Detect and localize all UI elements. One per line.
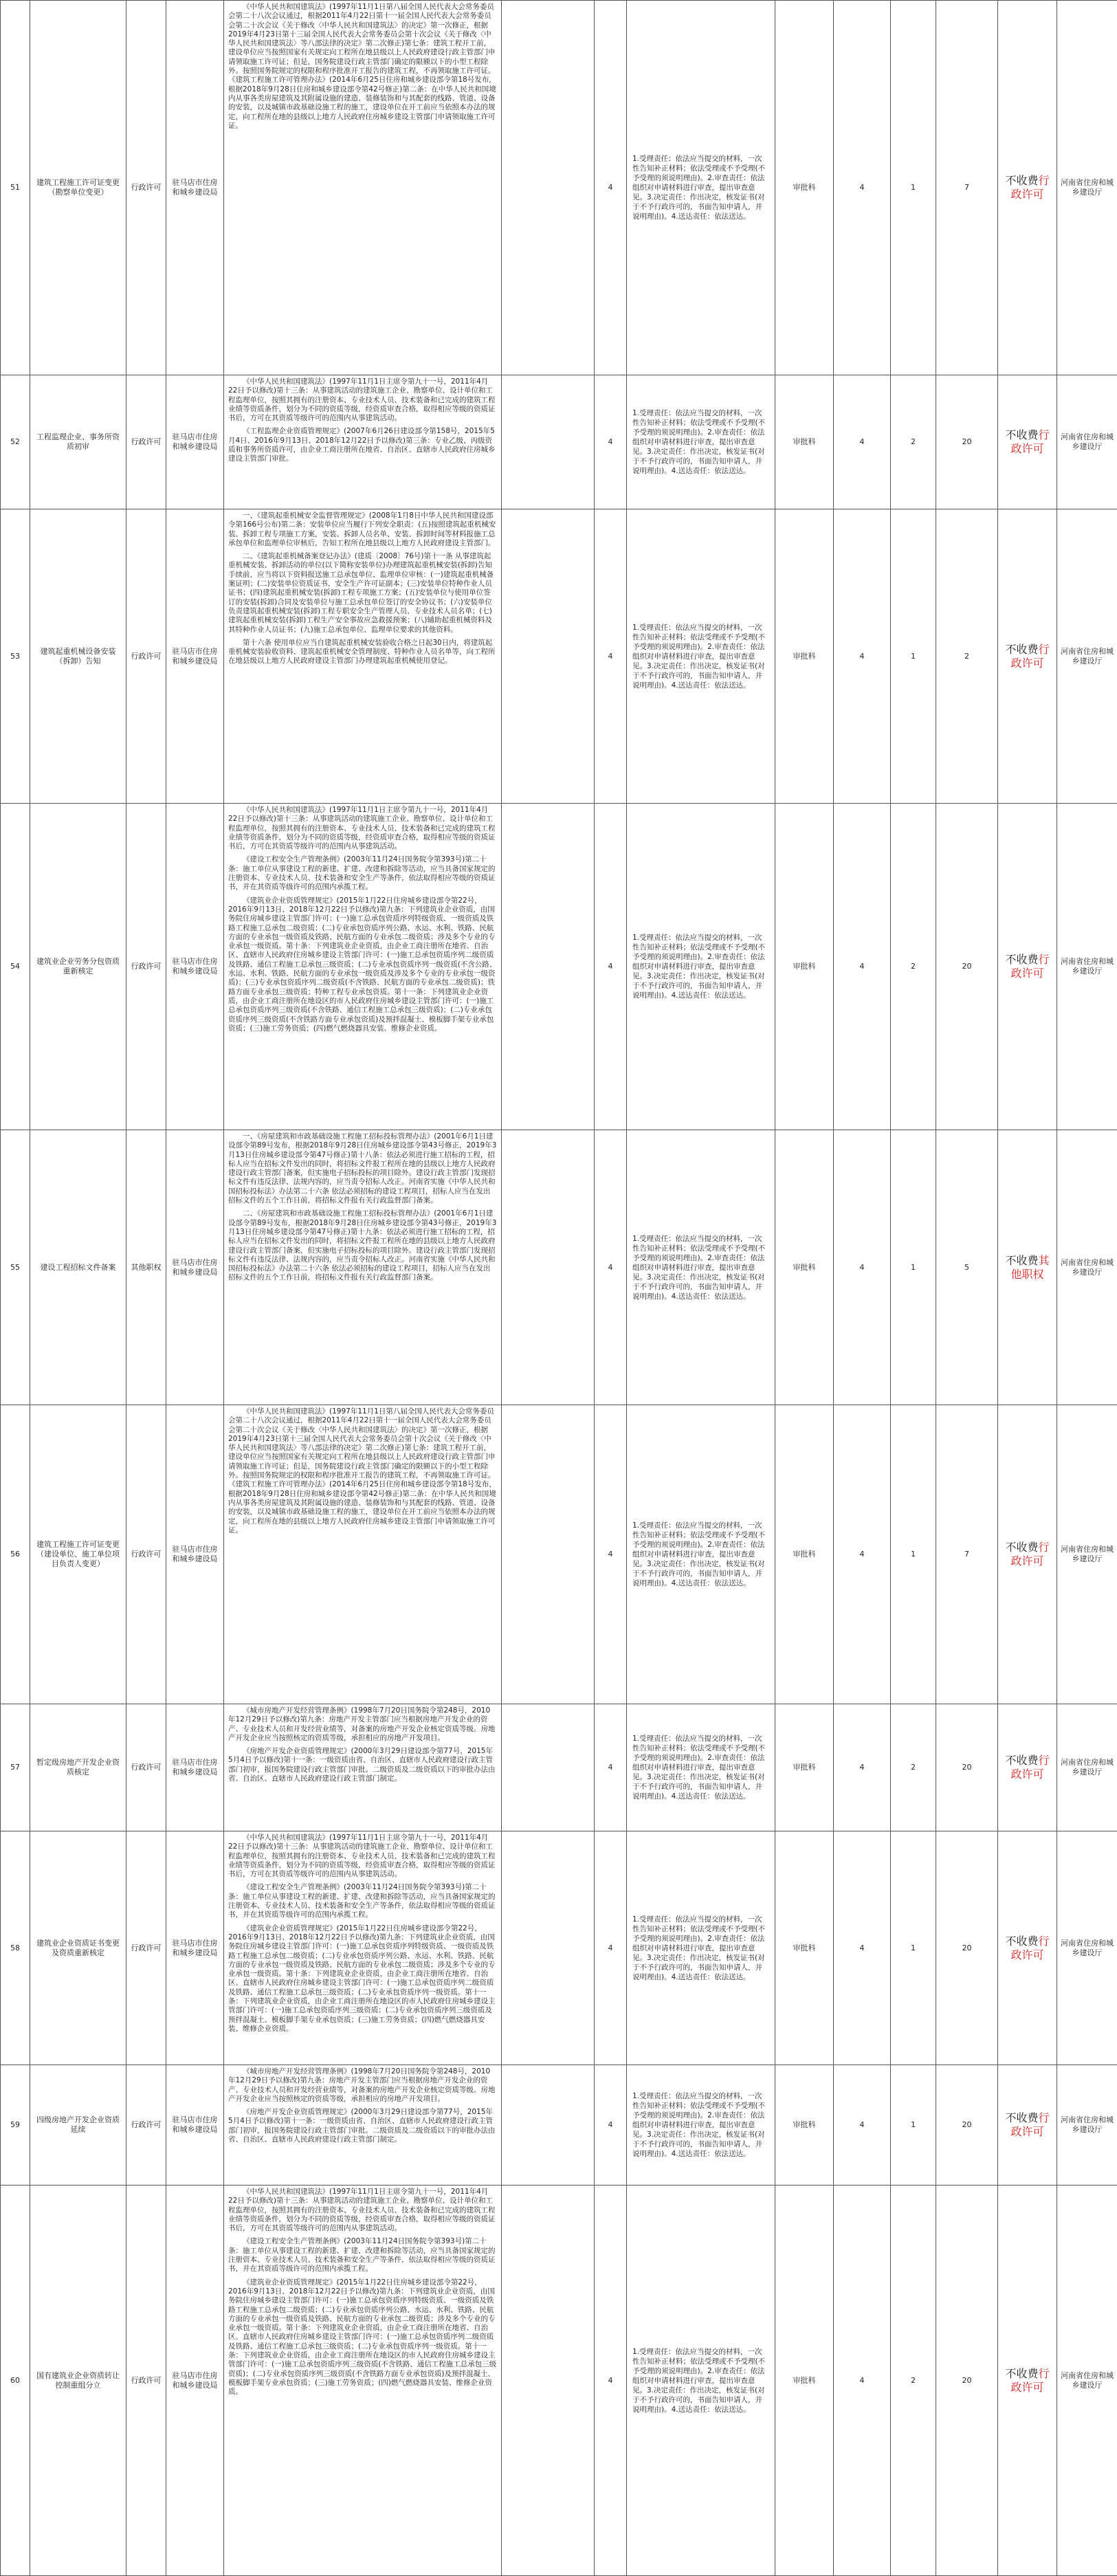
fee-status-cell [998, 2065, 1057, 2186]
fee-status-cell [998, 1831, 1057, 2065]
responsibility-cell: 1.受理责任：依法应当提交的材料，一次性告知补正材料；依法受理或不予受理(不予受理的须说明理由)。2.审查责任：依法组织对申请材料进行审查，提出审查意见。3.决定责任：作出决定，核发证书(对于不予行政许可的，书面告知申请人，并说明理由)。4.送达责任：依法送达。 [627, 804, 775, 1130]
authority-cell: 河南省住房和城乡建设厅 [1057, 1831, 1117, 2065]
row-number-cell: 53 [1, 509, 30, 804]
fee-label: 不收费 [1005, 1935, 1038, 1948]
handler-cell: 审批科 [775, 1, 834, 375]
fee-label: 不收费 [1005, 2111, 1038, 2124]
value-b-cell: 1 [891, 509, 936, 804]
fee-status-cell [998, 2186, 1057, 2576]
value-a-cell: 4 [834, 375, 891, 509]
legal-basis-paragraph: 《中华人民共和国建筑法》(1997年11月1日主席令第九十一号，2011年4月22日予以修改)第十三条：从事建筑活动的建筑施工企业、勘察单位、设计单位和工程监理单位，按照其拥有的注册资本、专业技术人员、技术装备和已完成的建筑工程业绩等资质条件，划分为不同的资质等级，经资质审查合格，取得相应等级的资质证书后，方可在其资质等级许可的范围内从事建筑活动。 [228, 377, 497, 423]
fee-label: 不收费 [1005, 428, 1038, 441]
blank-cell [502, 2186, 595, 2576]
value-c-cell: 20 [936, 2186, 998, 2576]
table-row [1, 375, 1117, 509]
value-a-cell: 4 [834, 1704, 891, 1831]
legal-basis-paragraph: 《中华人民共和国建筑法》(1997年11月1日主席令第九十一号，2011年4月22日予以修改)第十三条：从事建筑活动的建筑施工企业、勘察单位、设计单位和工程监理单位，按照其拥有的注册资本、专业技术人员、技术装备和已完成的建筑工程业绩等资质条件，划分为不同的资质等级，经资质审查合格，取得相应等级的资质证书后，方可在其资质等级许可的范围内从事建筑活动。 [228, 806, 497, 851]
legal-basis-paragraph: 《房地产开发企业资质管理规定》(2000年3月29日建设部令第77号，2015年5月4日予以修改)第十一条：一级资质由省、自治区、直辖市人民政府建设行政主管部门初审，报国务院建设行政主管部门审批。二级资质及二级资质以下的审批办法由省、自治区、直辖市人民政府建设行政主管部门制定。 [228, 2108, 497, 2144]
responsibility-cell: 1.受理责任：依法应当提交的材料，一次性告知补正材料；依法受理或不予受理(不予受理的须说明理由)。2.审查责任：依法组织对申请材料进行审查，提出审查意见。3.决定责任：作出决定，核发证书(对于不予行政许可的，书面告知申请人，并说明理由)。4.送达责任：依法送达。 [627, 1130, 775, 1405]
table-row [1, 1, 1117, 375]
fee-label: 不收费 [1005, 643, 1038, 656]
legal-basis-text [228, 3, 497, 372]
fee-category-highlight: 行政许可 [1010, 428, 1049, 455]
value-b-cell: 2 [891, 804, 936, 1130]
responsibility-cell: 1.受理责任：依法应当提交的材料，一次性告知补正材料；依法受理或不予受理(不予受理的须说明理由)。2.审查责任：依法组织对申请材料进行审查，提出审查意见。3.决定责任：作出决定，核发证书(对于不予行政许可的，书面告知申请人，并说明理由)。4.送达责任：依法送达。 [627, 375, 775, 509]
responsibility-cell: 1.受理责任：依法应当提交的材料，一次性告知补正材料；依法受理或不予受理(不予受理的须说明理由)。2.审查责任：依法组织对申请材料进行审查，提出审查意见。3.决定责任：作出决定，核发证书(对于不予行政许可的，书面告知申请人，并说明理由)。4.送达责任：依法送达。 [627, 509, 775, 804]
power-type-cell: 行政许可 [126, 804, 166, 1130]
handler-cell: 审批科 [775, 1405, 834, 1704]
legal-basis-paragraph: 《建设工程安全生产管理条例》(2003年11月24日国务院令第393号)第二十条：施工单位从事建设工程的新建、扩建、改建和拆除等活动，应当具备国家规定的注册资本、专业技术人员、技术装备和安全生产等条件，依法取得相应等级的资质证书，并在其资质等级许可的范围内承揽工程。 [228, 1883, 497, 1919]
department-cell: 驻马店市住房和城乡建设局 [166, 2065, 224, 2186]
responsibility-cell: 1.受理责任：依法应当提交的材料，一次性告知补正材料；依法受理或不予受理(不予受理的须说明理由)。2.审查责任：依法组织对申请材料进行审查，提出审查意见。3.决定责任：作出决定，核发证书(对于不予行政许可的，书面告知申请人，并说明理由)。4.送达责任：依法送达。 [627, 2065, 775, 2186]
blank-cell [502, 375, 595, 509]
value-c-cell: 20 [936, 804, 998, 1130]
responsibility-cell: 1.受理责任：依法应当提交的材料，一次性告知补正材料；依法受理或不予受理(不予受理的须说明理由)。2.审查责任：依法组织对申请材料进行审查，提出审查意见。3.决定责任：作出决定，核发证书(对于不予行政许可的，书面告知申请人，并说明理由)。4.送达责任：依法送达。 [627, 1831, 775, 2065]
department-cell: 驻马店市住房和城乡建设局 [166, 509, 224, 804]
legal-basis-cell [224, 804, 502, 1130]
legal-basis-paragraph: 《中华人民共和国建筑法》(1997年11月1日第八届全国人民代表大会常务委员会第二十八次会议通过，根据2011年4月22日第十一届全国人民代表大会常务委员会第二十次会议《关于修改〈中华人民共和国建筑法〉的决定》第一次修正，根据2019年4月23日第十三届全国人民代表大会常务委员会第十次会议《关于修改〈中华人民共和国建筑法〉等八部法律的决定》第二次修正)第七条：建筑工程开工前，建设单位应当按照国家有关规定向工程所在地县级以上人民政府建设行政主管部门申请领取施工许可证；但是，国务院建设行政主管部门确定的限额以下的小型工程除外。按照国务院规定的权限和程序批准开工报告的建筑工程，不再领取施工许可证。《建筑工程施工许可管理办法》(2014年6月25日住房和城乡建设部令第18号发布，根据2018年9月28日住房和城乡建设部令第42号修正)第二条：在中华人民共和国境内从事各类房屋建筑及其附属设施的建造、装修装饰和与其配套的线路、管道、设备的安装，以及城镇市政基础设施工程的施工，建设单位在开工前应当依照本办法的规定，向工程所在地的县级以上地方人民政府住房城乡建设主管部门申请领取施工许可证。 [228, 1407, 497, 1535]
legal-basis-paragraph: 一、《建筑起重机械安全监督管理规定》(2008年1月8日中华人民共和国建设部令第166号公布)第二条：安装单位应当履行下列安全职责：(五)按照建筑起重机械安装、拆卸工程专项施工方案，安装、拆卸人员名单、安装、拆卸时间等材料报施工总承包单位和监理单位审核后，告知工程所在地县级以上地方人民政府建设主管部门。 [228, 511, 497, 548]
fee-label: 不收费 [1005, 1254, 1038, 1267]
fee-label: 不收费 [1005, 1754, 1038, 1767]
table-row [1, 1130, 1117, 1405]
responsibility-cell: 1.受理责任：依法应当提交的材料，一次性告知补正材料；依法受理或不予受理(不予受理的须说明理由)。2.审查责任：依法组织对申请材料进行审查，提出审查意见。3.决定责任：作出决定，核发证书(对于不予行政许可的，书面告知申请人，并说明理由)。4.送达责任：依法送达。 [627, 1405, 775, 1704]
authority-cell: 河南省住房和城乡建设厅 [1057, 804, 1117, 1130]
blank-cell [502, 1831, 595, 2065]
value-c-cell: 5 [936, 1130, 998, 1405]
legal-basis-cell [224, 2186, 502, 2576]
handler-cell: 审批科 [775, 2065, 834, 2186]
legal-basis-paragraph: 《建筑业企业资质管理规定》(2015年1月22日住房城乡建设部令第22号，2016年9月13日、2018年12月22日予以修改)第九条：下列建筑业企业资质，由国务院住房城乡建设主管部门许可：(一)施工总承包资质序列特级资质、一级资质及铁路工程施工总承包二级资质；(二)专业承包资质序列公路、水运、水利、铁路、民航方面的专业承包一级资质及铁路、民航方面的专业承包二级资质；涉及多个专业的专业承包一级资质。第十条：下列建筑业企业资质，由企业工商注册所在地省、自治区、直辖市人民政府住房城乡建设主管部门许可：(一)施工总承包资质序列二级资质及铁路、通信工程施工总承包三级资质；(二)专业承包资质序列一级资质。第十一条：下列建筑业企业资质，由企业工商注册所在地设区的市人民政府住房城乡建设主管部门许可：(一)施工总承包资质序列三级资质；(二)专业承包资质序列三级资质及预拌混凝土、模板脚手架专业承包资质；(三)施工劳务资质；(四)燃气燃烧器具安装、维修企业资质。 [228, 1924, 497, 2034]
handler-cell: 审批科 [775, 509, 834, 804]
department-cell: 驻马店市住房和城乡建设局 [166, 1, 224, 375]
responsibility-cell: 1.受理责任：依法应当提交的材料，一次性告知补正材料；依法受理或不予受理(不予受理的须说明理由)。2.审查责任：依法组织对申请材料进行审查，提出审查意见。3.决定责任：作出决定，核发证书(对于不予行政许可的，书面告知申请人，并说明理由)。4.送达责任：依法送达。 [627, 2186, 775, 2576]
table-row [1, 1704, 1117, 1831]
blank-cell [502, 509, 595, 804]
count-cell: 4 [595, 509, 627, 804]
legal-basis-text [228, 806, 497, 1127]
legal-basis-cell [224, 1704, 502, 1831]
handler-cell: 审批科 [775, 804, 834, 1130]
handler-cell: 审批科 [775, 375, 834, 509]
legal-basis-text [228, 1834, 497, 2062]
value-b-cell: 1 [891, 1405, 936, 1704]
value-a-cell: 4 [834, 2065, 891, 2186]
legal-basis-paragraph: 《中华人民共和国建筑法》(1997年11月1日主席令第九十一号，2011年4月22日予以修改)第十三条：从事建筑活动的建筑施工企业、勘察单位、设计单位和工程监理单位，按照其拥有的注册资本、专业技术人员、技术装备和已完成的建筑工程业绩等资质条件，划分为不同的资质等级，经资质审查合格，取得相应等级的资质证书后，方可在其资质等级许可的范围内从事建筑活动。 [228, 1834, 497, 1879]
legal-basis-paragraph: 《建设工程安全生产管理条例》(2003年11月24日国务院令第393号)第二十条：施工单位从事建设工程的新建、扩建、改建和拆除等活动，应当具备国家规定的注册资本、专业技术人员、技术装备和安全生产等条件，依法取得相应等级的资质证书，并在其资质等级许可的范围内承揽工程。 [228, 2237, 497, 2274]
fee-category-highlight: 行政许可 [1010, 953, 1049, 980]
row-number-cell: 51 [1, 1, 30, 375]
fee-label: 不收费 [1005, 953, 1038, 966]
handler-cell: 审批科 [775, 1831, 834, 2065]
value-c-cell: 20 [936, 1704, 998, 1831]
legal-basis-cell [224, 1, 502, 375]
fee-status-cell [998, 1405, 1057, 1704]
legal-basis-paragraph: 《中华人民共和国建筑法》(1997年11月1日第八届全国人民代表大会常务委员会第二十八次会议通过，根据2011年4月22日第十一届全国人民代表大会常务委员会第二十次会议《关于修改〈中华人民共和国建筑法〉的决定》第一次修正，根据2019年4月23日第十三届全国人民代表大会常务委员会第十次会议《关于修改〈中华人民共和国建筑法〉等八部法律的决定》第二次修正)第七条：建筑工程开工前，建设单位应当按照国家有关规定向工程所在地县级以上人民政府建设行政主管部门申请领取施工许可证；但是，国务院建设行政主管部门确定的限额以下的小型工程除外。按照国务院规定的权限和程序批准开工报告的建筑工程，不再领取施工许可证。《建筑工程施工许可管理办法》(2014年6月25日住房和城乡建设部令第18号发布，根据2018年9月28日住房和城乡建设部令第42号修正)第二条：在中华人民共和国境内从事各类房屋建筑及其附属设施的建造、装修装饰和与其配套的线路、管道、设备的安装，以及城镇市政基础设施工程的施工，建设单位在开工前应当依照本办法的规定，向工程所在地的县级以上地方人民政府住房城乡建设主管部门申请领取施工许可证。 [228, 3, 497, 131]
legal-basis-paragraph: 二、《建筑起重机械备案登记办法》(建质〔2008〕76号)第十一条 从事建筑起重机械安装、拆卸活动的单位(以下简称安装单位)办理建筑起重机械安装(拆卸)告知手续前，应当将以下资料报送施工总承包单位、监理单位审核：(一)建筑起重机械备案证明；(二)安装单位资质证书、安全生产许可证副本；(三)安装单位特种作业人员证书；(四)建筑起重机械安装(拆卸)工程专项施工方案；(五)安装单位与使用单位签订的安装(拆卸)合同及安装单位与施工总承包单位签订的安全协议书；(六)安装单位负责建筑起重机械安装(拆卸)工程专职安全生产管理人员、专业技术人员名单；(七)建筑起重机械安装(拆卸)工程生产安全事故应急救援预案；(八)辅助起重机械资料及其特种作业人员证书；(九)施工总承包单位、监理单位要求的其他资料。 [228, 552, 497, 635]
value-b-cell: 2 [891, 375, 936, 509]
item-name-cell: 暂定级房地产开发企业资质核定 [30, 1704, 126, 1831]
department-cell: 驻马店市住房和城乡建设局 [166, 1831, 224, 2065]
legal-basis-cell [224, 375, 502, 509]
authority-cell: 河南省住房和城乡建设厅 [1057, 1130, 1117, 1405]
row-number-cell: 55 [1, 1130, 30, 1405]
table-row [1, 509, 1117, 804]
value-a-cell: 4 [834, 804, 891, 1130]
row-number-cell: 57 [1, 1704, 30, 1831]
value-a-cell: 4 [834, 1405, 891, 1704]
value-b-cell: 2 [891, 2186, 936, 2576]
fee-category-highlight: 行政许可 [1010, 174, 1049, 201]
item-name-cell: 国有建筑业企业资质转让控制重组分立 [30, 2186, 126, 2576]
legal-basis-cell [224, 1130, 502, 1405]
legal-basis-paragraph: 《城市房地产开发经营管理条例》(1998年7月20日国务院令第248号，2010年12月29日予以修改)第九条：房地产开发主管部门应当根据房地产开发企业的资产、专业技术人员和开发经营业绩等，对备案的房地产开发企业核定资质等级。房地产开发企业应当按照核定的资质等级，承担相应的房地产开发项目。 [228, 2067, 497, 2104]
value-a-cell: 4 [834, 1831, 891, 2065]
power-type-cell: 行政许可 [126, 1704, 166, 1831]
fee-label: 不收费 [1005, 174, 1038, 187]
power-type-cell: 行政许可 [126, 509, 166, 804]
value-c-cell: 2 [936, 509, 998, 804]
legal-basis-paragraph: 一、《房屋建筑和市政基础设施工程施工招标投标管理办法》(2001年6月1日建设部令第89号发布，根据2018年9月28日住房城乡建设部令第43号修正，2019年3月13日住房城乡建设部令第47号修正)第十八条：依法必须进行施工招标的工程，招标人应当在招标文件发出的同时，将招标文件报工程所在地的县级以上地方人民政府建设行政主管部门备案，但实施电子招标投标的项目除外。建设行政主管部门发现招标文件有违反法律、法规内容的，应当责令招标人改正。河南省实施《中华人民共和国招标投标法》办法第二十六条 依法必须招标的建设工程项目，招标人应当在发出招标文件的五个工作日前，将招标文件报有关行政监督部门备案。 [228, 1132, 497, 1205]
count-cell: 4 [595, 804, 627, 1130]
legal-basis-paragraph: 《房地产开发企业资质管理规定》(2000年3月29日建设部令第77号，2015年5月4日予以修改)第十一条：一级资质由省、自治区、直辖市人民政府建设行政主管部门初审，报国务院建设行政主管部门审批。二级资质及二级资质以下的审批办法由省、自治区、直辖市人民政府建设行政主管部门制定。 [228, 1747, 497, 1783]
count-cell: 4 [595, 2186, 627, 2576]
blank-cell [502, 1405, 595, 1704]
value-a-cell: 4 [834, 1130, 891, 1405]
legal-basis-text [228, 2067, 497, 2182]
fee-status-cell [998, 375, 1057, 509]
legal-basis-cell [224, 1405, 502, 1704]
department-cell: 驻马店市住房和城乡建设局 [166, 1704, 224, 1831]
table-row [1, 804, 1117, 1130]
responsibility-cell: 1.受理责任：依法应当提交的材料，一次性告知补正材料；依法受理或不予受理(不予受理的须说明理由)。2.审查责任：依法组织对申请材料进行审查，提出审查意见。3.决定责任：作出决定，核发证书(对于不予行政许可的，书面告知申请人，并说明理由)。4.送达责任：依法送达。 [627, 1, 775, 375]
blank-cell [502, 1704, 595, 1831]
handler-cell: 审批科 [775, 1130, 834, 1405]
value-a-cell: 4 [834, 1, 891, 375]
table-row [1, 1405, 1117, 1704]
power-type-cell: 行政许可 [126, 1405, 166, 1704]
authority-cell: 河南省住房和城乡建设厅 [1057, 2065, 1117, 2186]
legal-basis-text [228, 2188, 497, 2573]
item-name-cell: 四级房地产开发企业资质延续 [30, 2065, 126, 2186]
legal-basis-paragraph: 《中华人民共和国建筑法》(1997年11月1日主席令第九十一号，2011年4月22日予以修改)第十三条：从事建筑活动的建筑施工企业、勘察单位、设计单位和工程监理单位，按照其拥有的注册资本、专业技术人员、技术装备和已完成的建筑工程业绩等资质条件，划分为不同的资质等级，经资质审查合格，取得相应等级的资质证书后，方可在其资质等级许可的范围内从事建筑活动。 [228, 2188, 497, 2233]
row-number-cell: 59 [1, 2065, 30, 2186]
fee-status-cell [998, 1130, 1057, 1405]
legal-basis-cell [224, 509, 502, 804]
power-type-cell: 其他职权 [126, 1130, 166, 1405]
power-type-cell: 行政许可 [126, 1, 166, 375]
legal-basis-cell [224, 2065, 502, 2186]
fee-category-highlight: 行政许可 [1010, 2111, 1049, 2138]
department-cell: 驻马店市住房和城乡建设局 [166, 804, 224, 1130]
legal-basis-paragraph: 第十六条 使用单位应当自建筑起重机械安装验收合格之日起30日内，将建筑起重机械安装验收资料、建筑起重机械安全管理制度、特种作业人员名单等，向工程所在地县级以上地方人民政府建设主管部门办理建筑起重机械使用登记。 [228, 639, 497, 666]
legal-basis-text [228, 377, 497, 506]
power-type-cell: 行政许可 [126, 2065, 166, 2186]
row-number-cell: 58 [1, 1831, 30, 2065]
item-name-cell: 建筑工程施工许可证变更（建设单位、施工单位项目负责人变更） [30, 1405, 126, 1704]
fee-status-cell [998, 509, 1057, 804]
item-name-cell: 建筑业企业资质证书变更及资质重新核定 [30, 1831, 126, 2065]
legal-basis-paragraph: 二、《房屋建筑和市政基础设施工程施工招标投标管理办法》(2001年6月1日建设部令第89号发布，根据2018年9月28日住房城乡建设部令第43号修正，2019年3月13日住房城乡建设部令第47号修正)第十九条：依法必须进行施工招标的工程，招标人应当在招标文件发出的同时，将招标文件报工程所在地的县级以上地方人民政府建设行政主管部门备案，但实施电子招标投标的项目除外。建设行政主管部门发现招标文件有违反法律、法规内容的，应当责令招标人改正。河南省实施《中华人民共和国招标投标法》办法第二十六条 依法必须招标的建设工程项目，招标人应当在发出招标文件的五个工作日前，将招标文件报有关行政监督部门备案。 [228, 1209, 497, 1282]
row-number-cell: 60 [1, 2186, 30, 2576]
fee-category-highlight: 行政许可 [1010, 2367, 1049, 2394]
authority-cell: 河南省住房和城乡建设厅 [1057, 1405, 1117, 1704]
handler-cell: 审批科 [775, 1704, 834, 1831]
value-c-cell: 7 [936, 1, 998, 375]
count-cell: 4 [595, 375, 627, 509]
value-c-cell: 20 [936, 375, 998, 509]
legal-basis-text [228, 1706, 497, 1828]
authority-cell: 河南省住房和城乡建设厅 [1057, 1, 1117, 375]
legal-basis-text [228, 511, 497, 800]
value-c-cell: 20 [936, 2065, 998, 2186]
fee-status-cell [998, 1704, 1057, 1831]
authority-cell: 河南省住房和城乡建设厅 [1057, 375, 1117, 509]
row-number-cell: 54 [1, 804, 30, 1130]
legal-basis-paragraph: 《工程监理企业资质管理规定》(2007年6月26日建设部令第158号，2015年5月4日、2016年9月13日、2018年12月22日予以修改)第三条：专业乙级、丙级资质和事务所资质许可，由企业工商注册所在地省、自治区、直辖市人民政府住房城乡建设主管部门审批。 [228, 427, 497, 463]
fee-category-highlight: 行政许可 [1010, 643, 1049, 670]
item-name-cell: 建设工程招标文件备案 [30, 1130, 126, 1405]
fee-category-highlight: 行政许可 [1010, 1541, 1049, 1567]
fee-category-highlight: 行政许可 [1010, 1935, 1049, 1961]
blank-cell [502, 1130, 595, 1405]
authority-cell: 河南省住房和城乡建设厅 [1057, 509, 1117, 804]
count-cell: 4 [595, 1405, 627, 1704]
value-a-cell: 4 [834, 509, 891, 804]
item-name-cell: 建筑业企业劳务分包资质重新核定 [30, 804, 126, 1130]
count-cell: 4 [595, 1130, 627, 1405]
department-cell: 驻马店市住房和城乡建设局 [166, 2186, 224, 2576]
fee-label: 不收费 [1005, 2367, 1038, 2380]
value-b-cell: 2 [891, 1704, 936, 1831]
value-b-cell: 1 [891, 1130, 936, 1405]
legal-basis-paragraph: 《建设工程安全生产管理条例》(2003年11月24日国务院令第393号)第二十条：施工单位从事建设工程的新建、扩建、改建和拆除等活动，应当具备国家规定的注册资本、专业技术人员、技术装备和安全生产等条件，依法取得相应等级的资质证书，并在其资质等级许可的范围内承揽工程。 [228, 855, 497, 892]
value-a-cell: 4 [834, 2186, 891, 2576]
legal-basis-cell [224, 1831, 502, 2065]
item-name-cell: 工程监理企业、事务所资质初审 [30, 375, 126, 509]
count-cell: 4 [595, 2065, 627, 2186]
power-type-cell: 行政许可 [126, 375, 166, 509]
count-cell: 4 [595, 1831, 627, 2065]
fee-status-cell [998, 804, 1057, 1130]
legal-basis-paragraph: 《建筑业企业资质管理规定》(2015年1月22日住房城乡建设部令第22号，2016年9月13日、2018年12月22日予以修改)第九条：下列建筑业企业资质，由国务院住房城乡建设主管部门许可：(一)施工总承包资质序列特级资质、一级资质及铁路工程施工总承包二级资质；(二)专业承包资质序列公路、水运、水利、铁路、民航方面的专业承包一级资质及铁路、民航方面的专业承包二级资质；涉及多个专业的专业承包一级资质。第十条：下列建筑业企业资质，由企业工商注册所在地省、自治区、直辖市人民政府住房城乡建设主管部门许可：(一)施工总承包资质序列二级资质及铁路、通信工程施工总承包三级资质；(二)专业承包资质序列一级资质。第十一条：下列建筑业企业资质，由企业工商注册所在地设区的市人民政府住房城乡建设主管部门许可：(一)施工总承包资质序列三级资质(不含铁路、通信工程施工总承包三级资质)；(二)专业承包资质序列三级资质(不含铁路方面专业承包资质)及预拌混凝土、模板脚手架专业承包资质；(三)施工劳务资质；(四)燃气燃烧器具安装、维修企业资质。 [228, 2278, 497, 2397]
value-b-cell: 1 [891, 2065, 936, 2186]
authority-cell: 河南省住房和城乡建设厅 [1057, 2186, 1117, 2576]
value-c-cell: 20 [936, 1831, 998, 2065]
fee-category-highlight: 行政许可 [1010, 1754, 1049, 1781]
legal-basis-paragraph: 《建筑业企业资质管理规定》(2015年1月22日住房城乡建设部令第22号，2016年9月13日、2018年12月22日予以修改)第九条：下列建筑业企业资质，由国务院住房城乡建设主管部门许可：(一)施工总承包资质序列特级资质、一级资质及铁路工程施工总承包二级资质；(二)专业承包资质序列公路、水运、水利、铁路、民航方面的专业承包一级资质及铁路、民航方面的专业承包二级资质；涉及多个专业的专业承包一级资质。第十条：下列建筑业企业资质，由企业工商注册所在地省、自治区、直辖市人民政府住房城乡建设主管部门许可：(一)施工总承包资质序列二级资质及铁路、通信工程施工总承包三级资质；(二)专业承包资质序列一级资质(不含公路、水运、水利、铁路、民航方面的专业承包一级资质及涉及多个专业的专业承包一级资质)；(三)专业承包资质序列二级资质(不含铁路、民航方面的专业承包二级资质)；铁路方面专业承包三级资质；特种工程专业承包资质。第十一条：下列建筑业企业资质，由企业工商注册所在地设区的市人民政府住房城乡建设主管部门许可：(一)施工总承包资质序列三级资质(不含铁路、通信工程施工总承包三级资质)；(二)专业承包资质序列三级资质(不含铁路方面专业承包资质)及预拌混凝土、模板脚手架专业承包资质；(三)施工劳务资质；(四)燃气燃烧器具安装、维修企业资质。 [228, 896, 497, 1033]
handler-cell: 审批科 [775, 2186, 834, 2576]
value-b-cell: 1 [891, 1, 936, 375]
table-row [1, 2065, 1117, 2186]
responsibility-cell: 1.受理责任：依法应当提交的材料，一次性告知补正材料；依法受理或不予受理(不予受理的须说明理由)。2.审查责任：依法组织对申请材料进行审查，提出审查意见。3.决定责任：作出决定，核发证书(对于不予行政许可的，书面告知申请人，并说明理由)。4.送达责任：依法送达。 [627, 1704, 775, 1831]
blank-cell [502, 1, 595, 375]
table-row [1, 2186, 1117, 2576]
value-c-cell: 7 [936, 1405, 998, 1704]
fee-category-highlight: 其他职权 [1010, 1254, 1049, 1281]
count-cell: 4 [595, 1, 627, 375]
fee-label: 不收费 [1005, 1541, 1038, 1554]
power-type-cell: 行政许可 [126, 2186, 166, 2576]
value-b-cell: 1 [891, 1831, 936, 2065]
item-name-cell: 建筑工程施工许可证变更（勘察单位变更） [30, 1, 126, 375]
count-cell: 4 [595, 1704, 627, 1831]
row-number-cell: 52 [1, 375, 30, 509]
legal-basis-text [228, 1132, 497, 1402]
blank-cell [502, 2065, 595, 2186]
row-number-cell: 56 [1, 1405, 30, 1704]
department-cell: 驻马店市住房和城乡建设局 [166, 375, 224, 509]
authority-cell: 河南省住房和城乡建设厅 [1057, 1704, 1117, 1831]
item-name-cell: 建筑起重机械设备安装（拆卸）告知 [30, 509, 126, 804]
fee-status-cell [998, 1, 1057, 375]
power-type-cell: 行政许可 [126, 1831, 166, 2065]
department-cell: 驻马店市住房和城乡建设局 [166, 1405, 224, 1704]
legal-basis-text [228, 1407, 497, 1701]
department-cell: 驻马店市住房和城乡建设局 [166, 1130, 224, 1405]
table-row [1, 1831, 1117, 2065]
blank-cell [502, 804, 595, 1130]
legal-basis-paragraph: 《城市房地产开发经营管理条例》(1998年7月20日国务院令第248号，2010年12月29日予以修改)第九条：房地产开发主管部门应当根据房地产开发企业的资产、专业技术人员和开发经营业绩等，对备案的房地产开发企业核定资质等级。房地产开发企业应当按照核定的资质等级，承担相应的房地产开发项目。 [228, 1706, 497, 1743]
